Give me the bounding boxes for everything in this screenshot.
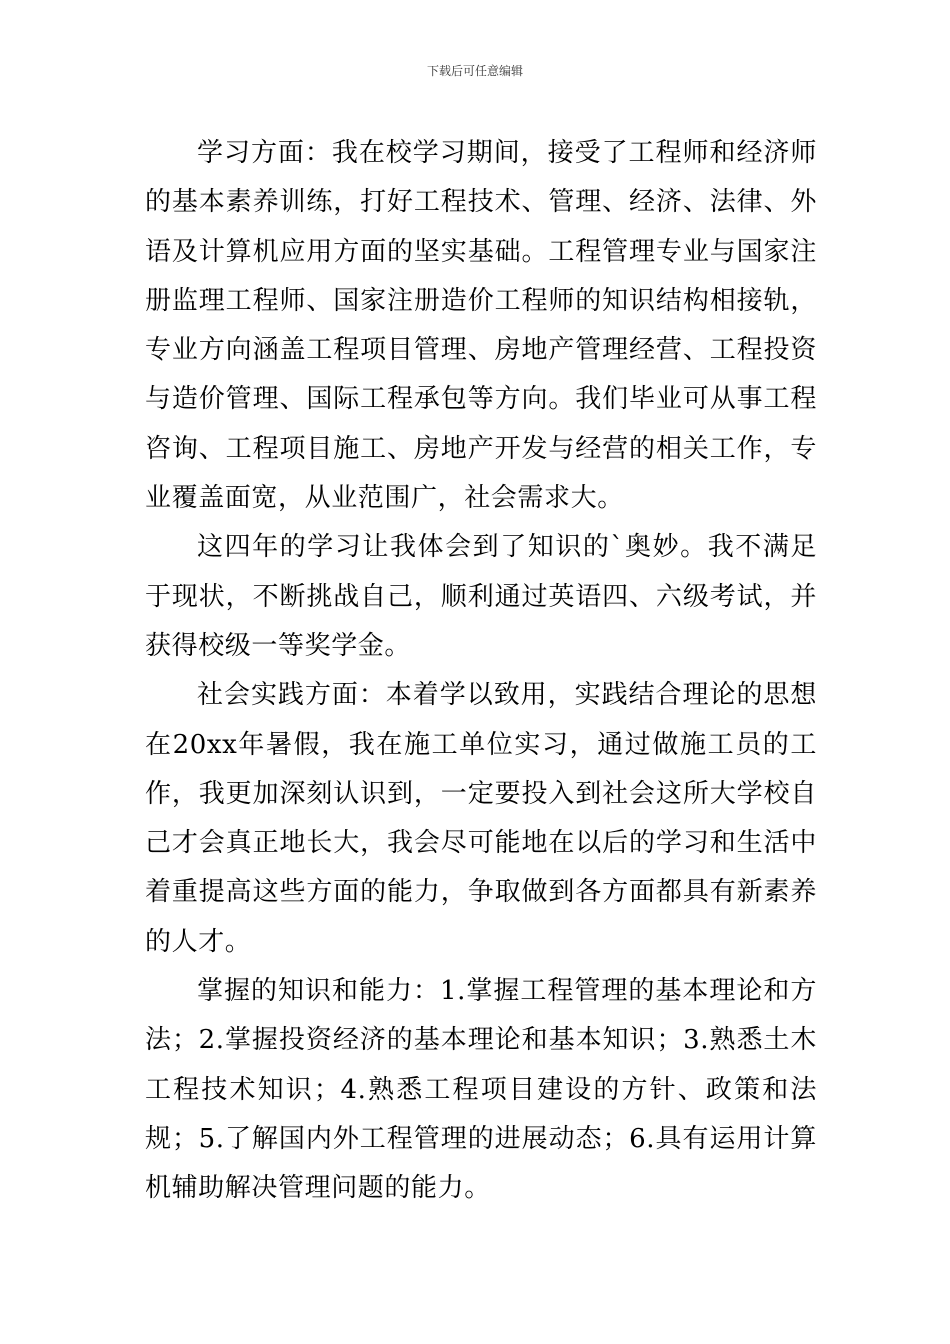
document-body bbox=[145, 129, 817, 1214]
paragraph-practice: 社会实践方面：本着学以致用，实践结合理论的思想在20xx年暑假，我在施工单位实习，通过做施工员的工作，我更加深刻认识到，一定要投入到社会这所大学校自己才会真正地长大，我会尽可能地在以后的学习和生活中着重提高这些方面的能力，争取做到各方面都具有新素养的人才。 bbox=[145, 680, 817, 957]
paragraph-study: 学习方面：我在校学习期间，接受了工程师和经济师的基本素养训练，打好工程技术、管理、经济、法律、外语及计算机应用方面的坚实基础。工程管理专业与国家注册监理工程师、国家注册造价工程师的知识结构相接轨，专业方向涵盖工程项目管理、房地产管理经营、工程投资与造价管理、国际工程承包等方向。我们毕业可从事工程咨询、工程项目施工、房地产开发与经营的相关工作，专业覆盖面宽，从业范围广，社会需求大。 bbox=[145, 138, 817, 514]
paragraph-four-years: 这四年的学习让我体会到了知识的`奥妙。我不满足于现状，不断挑战自己，顺利通过英语四、六级考试，并获得校级一等奖学金。 bbox=[145, 532, 817, 661]
page-header: 下载后可任意编辑 bbox=[426, 64, 523, 78]
paragraph-knowledge: 掌握的知识和能力：1.掌握工程管理的基本理论和方法；2.掌握投资经济的基本理论和基本知识；3.熟悉土木工程技术知识；4.熟悉工程项目建设的方针、政策和法规；5.了解国内外工程管理的进展动态；6.具有运用计算机辅助解决管理问题的能力。 bbox=[145, 976, 817, 1204]
